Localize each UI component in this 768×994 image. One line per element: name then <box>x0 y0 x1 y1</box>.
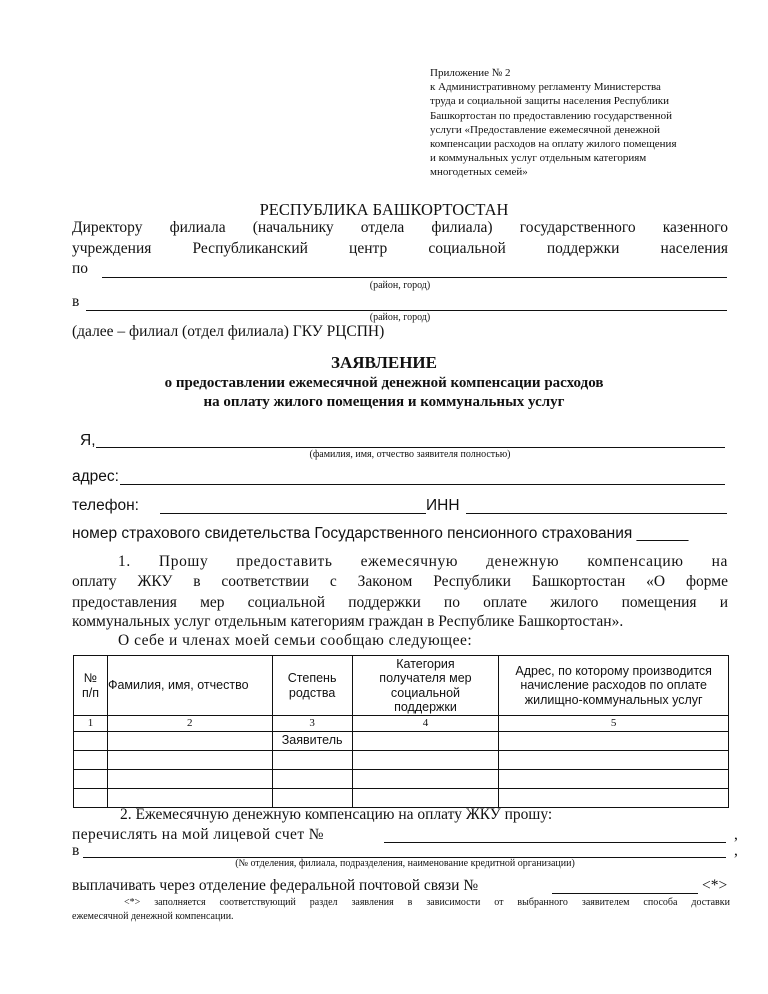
form-subtitle-1: о предоставлении ежемесячной денежной компенсации расходов <box>164 375 604 391</box>
table-row <box>74 731 729 750</box>
header-text: п/п <box>81 685 99 700</box>
addressee-line-2: учреждения Республиканский центр социальной поддержки населения <box>72 240 728 257</box>
appendix-note <box>430 66 740 180</box>
table-cell[interactable] <box>74 731 108 750</box>
table-cell[interactable] <box>74 788 108 807</box>
header-text: социальной <box>390 685 461 700</box>
appendix-line: услуги «Предоставление ежемесячной денежной <box>430 123 661 136</box>
account-label: перечислять на мой лицевой счет № <box>72 826 324 843</box>
header-text: родства <box>288 685 336 700</box>
district-field-1[interactable] <box>102 261 727 278</box>
inn-field[interactable] <box>466 497 727 514</box>
table-cell[interactable]: Заявитель <box>272 731 352 750</box>
appendix-line: к Административному регламенту Министерства <box>430 81 661 94</box>
table-cell[interactable] <box>74 750 108 769</box>
footnote-mark: <*> <box>702 877 728 894</box>
comma: , <box>734 842 738 859</box>
addressee-line-1: Директору филиала (начальнику отдела филиала) государственного казенного <box>72 219 728 236</box>
in-label: в <box>72 293 80 310</box>
header-number <box>74 656 108 716</box>
table-row <box>74 750 729 769</box>
footnote-line-1: <*> заполняется соответствующий раздел заявления в зависимости от выбранного заявителем способа доставки <box>124 897 730 908</box>
full-name-hint: (фамилия, имя, отчество заявителя полностью) <box>309 449 511 460</box>
table-cell[interactable] <box>499 750 729 769</box>
address-label: адрес: <box>72 468 119 485</box>
request1-line-1: 1. Прошу предоставить ежемесячную денежную компенсацию на <box>118 553 728 570</box>
table-row <box>74 769 729 788</box>
district-hint-1: (район, город) <box>369 280 431 291</box>
insurance-number-label[interactable]: номер страхового свидетельства Государственного пенсионного страхования ______ <box>72 525 689 542</box>
header-full-name <box>107 656 272 716</box>
table-cell[interactable] <box>352 750 499 769</box>
header-text: Адрес, по которому производится <box>515 663 712 678</box>
table-cell[interactable] <box>499 769 729 788</box>
table-cell[interactable] <box>107 788 272 807</box>
column-number: 5 <box>499 716 729 732</box>
phone-field[interactable] <box>160 497 426 514</box>
table-cell[interactable] <box>352 769 499 788</box>
table-cell[interactable] <box>499 788 729 807</box>
family-intro: О себе и членах моей семьи сообщаю следующее: <box>118 632 473 649</box>
table-cell[interactable] <box>352 788 499 807</box>
column-number: 2 <box>107 716 272 732</box>
table-cell[interactable] <box>272 769 352 788</box>
header-text: получателя мер <box>379 671 472 685</box>
table-cell[interactable] <box>272 750 352 769</box>
table-cell[interactable] <box>107 750 272 769</box>
request2-line-1: 2. Ежемесячную денежную компенсацию на оплату ЖКУ прошу: <box>120 806 553 823</box>
bank-in-label: в <box>72 842 80 859</box>
table-cell[interactable] <box>499 731 729 750</box>
request1-line-3: предоставления мер социальной поддержки по оплате жилого помещения и <box>72 594 728 611</box>
table-row <box>74 788 729 807</box>
form-subtitle-2: на оплату жилого помещения и коммунальных услуг <box>203 394 565 410</box>
appendix-line: труда и социальной защиты населения Республики <box>430 95 669 108</box>
header-category <box>352 656 499 716</box>
table-cell[interactable] <box>352 731 499 750</box>
republic-heading: РЕСПУБЛИКА БАШКОРТОСТАН <box>259 200 509 219</box>
further-note: (далее – филиал (отдел филиала) ГКУ РЦСПН) <box>72 323 385 340</box>
header-text: жилищно-коммунальных услуг <box>524 692 703 707</box>
table-cell[interactable] <box>107 769 272 788</box>
bank-name-field[interactable] <box>83 842 726 858</box>
full-name-field[interactable] <box>96 432 725 448</box>
appendix-line: и коммунальных услуг отдельным категориям <box>430 152 647 165</box>
column-number: 1 <box>74 716 108 732</box>
table-cell[interactable] <box>74 769 108 788</box>
header-text: Категория <box>396 656 455 671</box>
header-text: № <box>83 671 98 685</box>
table-cell[interactable] <box>272 788 352 807</box>
table-number-row <box>74 716 729 732</box>
district-hint-2: (район, город) <box>369 312 431 323</box>
post-office-label: выплачивать через отделение федеральной почтовой связи № <box>72 877 479 894</box>
po-label: по <box>72 260 89 277</box>
address-field[interactable] <box>120 468 725 485</box>
appendix-line: многодетных семей» <box>430 166 528 179</box>
footnote-line-2: ежемесячной денежной компенсации. <box>72 911 234 922</box>
table-cell[interactable] <box>107 731 272 750</box>
header-text: Степень <box>287 671 337 685</box>
header-text: Фамилия, имя, отчество <box>107 678 249 693</box>
header-relationship <box>272 656 352 716</box>
comma: , <box>734 826 738 843</box>
column-number: 3 <box>272 716 352 732</box>
appendix-line: Приложение № 2 <box>430 67 511 79</box>
district-field-2[interactable] <box>86 294 727 311</box>
bank-hint: (№ отделения, филиала, подразделения, наименование кредитной организации) <box>235 858 575 869</box>
post-office-field[interactable] <box>552 877 698 894</box>
i-label: Я, <box>80 432 96 449</box>
header-text: начисление расходов по оплате <box>520 678 707 693</box>
request1-line-2: оплату ЖКУ в соответствии с Законом Республики Башкортостан «О форме <box>72 573 728 590</box>
column-number: 4 <box>352 716 499 732</box>
appendix-line: Башкортостан по предоставлению государственной <box>430 109 672 122</box>
appendix-line: компенсации расходов на оплату жилого помещения <box>430 138 677 151</box>
inn-label: ИНН <box>426 497 460 514</box>
form-title: ЗАЯВЛЕНИЕ <box>330 353 437 372</box>
phone-label: телефон: <box>72 497 139 514</box>
account-number-field[interactable] <box>384 826 726 843</box>
table-header-row <box>74 656 729 716</box>
header-address <box>499 656 729 716</box>
request1-line-4: коммунальных услуг отдельным категориям граждан в Республике Башкортостан». <box>72 613 624 630</box>
header-text: поддержки <box>394 700 457 714</box>
family-table <box>73 655 729 808</box>
